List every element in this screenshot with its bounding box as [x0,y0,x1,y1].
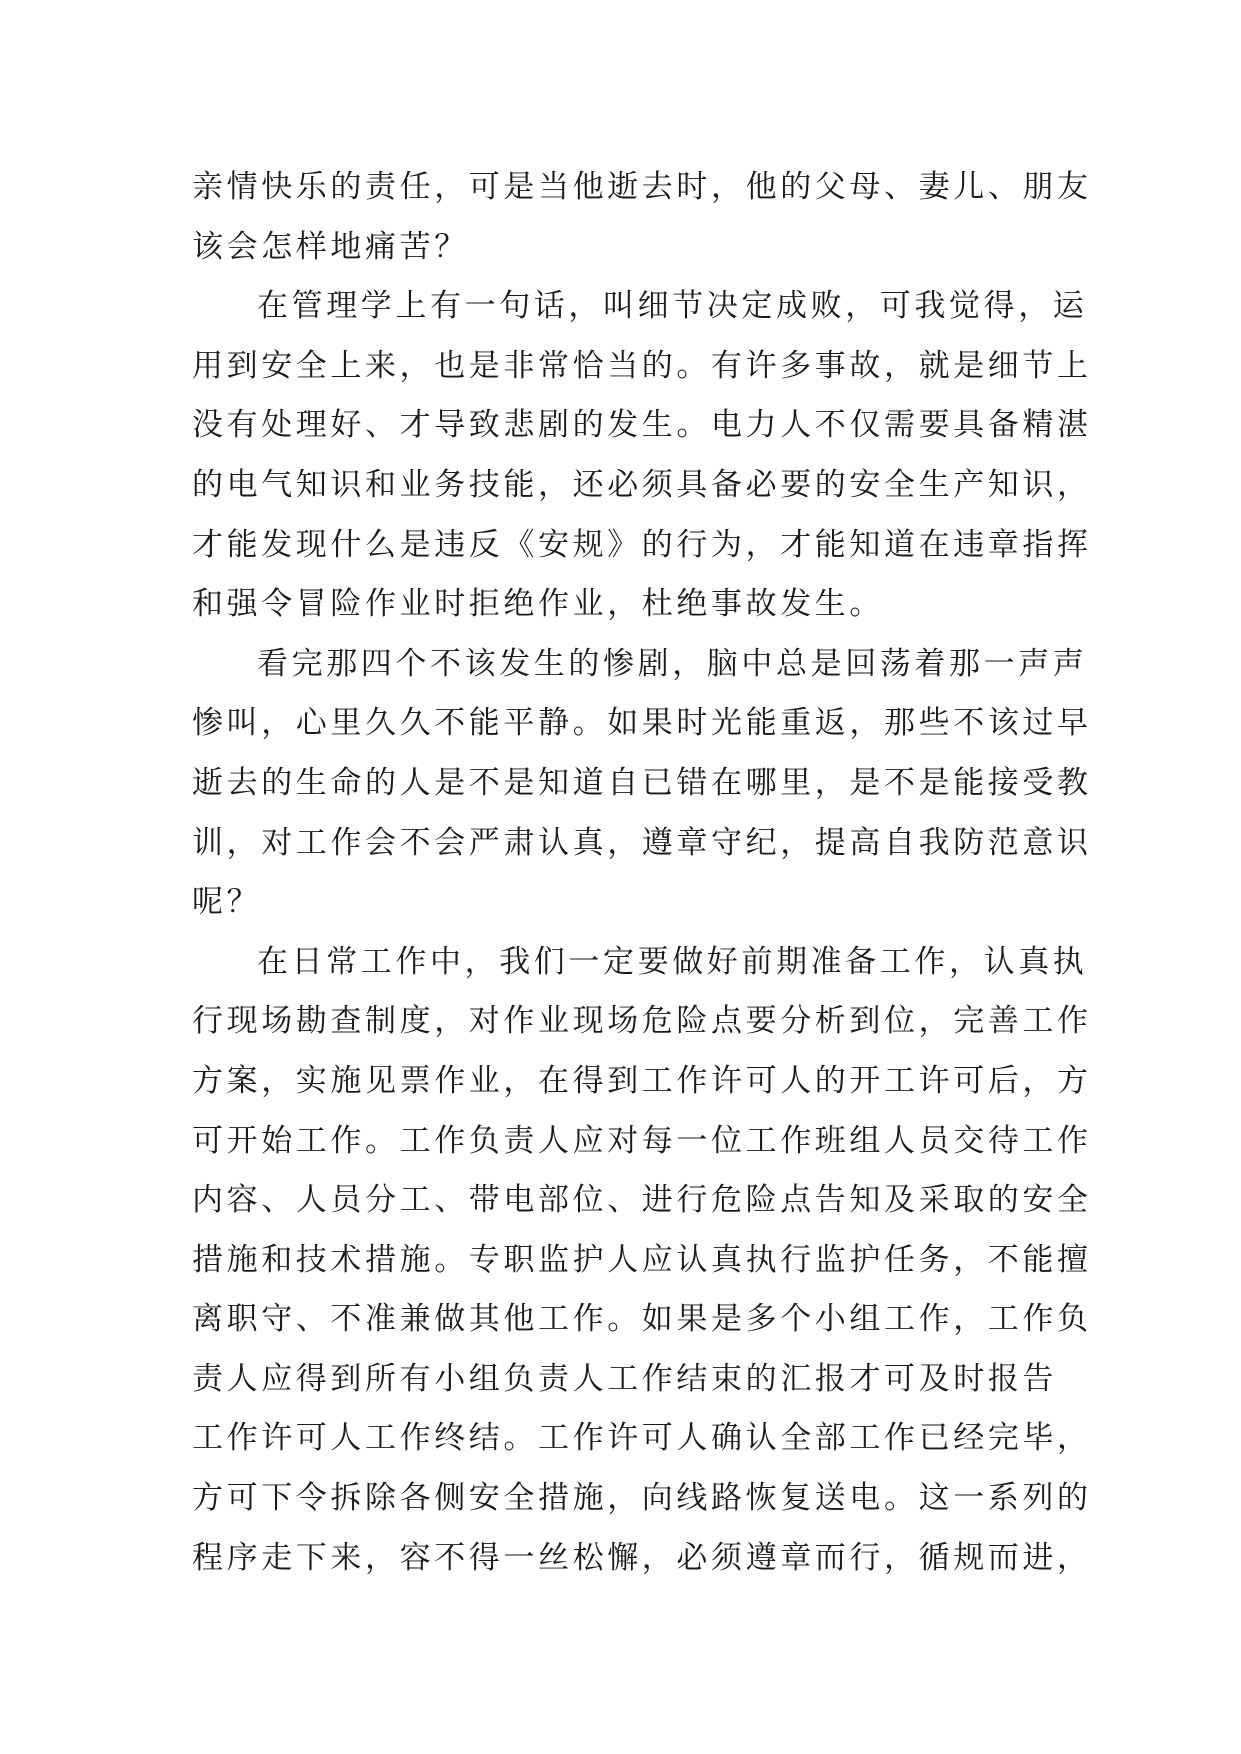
text-line: 没有处理好、才导致悲剧的发生。电力人不仅需要具备精湛 [192,407,1092,444]
text-line: 离职守、不准兼做其他工作。如果是多个小组工作，工作负 [192,1301,1092,1338]
text-line: 的电气知识和业务技能，还必须具备必要的安全生产知识， [192,466,1092,503]
text-line: 责人应得到所有小组负责人工作结束的汇报才可及时报告 [192,1360,1057,1397]
text-line: 方案，实施见票作业，在得到工作许可人的开工许可后，方 [192,1062,1092,1099]
text-line: 该会怎样地痛苦？ [192,228,469,265]
text-line: 才能发现什么是违反《安规》的行为，才能知道在违章指挥 [192,526,1092,563]
text-line: 内容、人员分工、带电部位、进行危险点告知及采取的安全 [192,1182,1092,1219]
paragraph-start-line: 在日常工作中，我们一定要做好前期准备工作，认真执 [257,943,1088,980]
paragraph-start-line: 看完那四个不该发生的惨剧，脑中总是回荡着那一声声 [257,645,1088,682]
text-line: 行现场勘查制度，对作业现场危险点要分析到位，完善工作 [192,1003,1092,1040]
text-line: 方可下令拆除各侧安全措施，向线路恢复送电。这一系列的 [192,1480,1092,1517]
text-line: 训，对工作会不会严肃认真，遵章守纪，提高自我防范意识 [192,824,1092,861]
text-line: 惨叫，心里久久不能平静。如果时光能重返，那些不该过早 [192,705,1092,742]
text-line: 用到安全上来，也是非常恰当的。有许多事故，就是细节上 [192,347,1092,384]
text-line: 亲情快乐的责任，可是当他逝去时，他的父母、妻儿、朋友 [192,169,1092,205]
text-line: 程序走下来，容不得一丝松懈，必须遵章而行，循规而进， [192,1539,1092,1576]
text-line: 逝去的生命的人是不是知道自已错在哪里，是不是能接受教 [192,764,1092,801]
text-line: 措施和技术措施。专职监护人应认真执行监护任务，不能擅 [192,1241,1092,1278]
paragraph-start-line: 在管理学上有一句话，叫细节决定成败，可我觉得，运 [257,288,1088,325]
text-line: 呢？ [192,884,262,921]
text-line: 工作许可人工作终结。工作许可人确认全部工作已经完毕， [192,1420,1092,1457]
text-line: 和强令冒险作业时拒绝作业，杜绝事故发生。 [192,586,884,623]
body-text [192,158,1092,1588]
text-line: 可开始工作。工作负责人应对每一位工作班组人员交待工作 [192,1122,1092,1159]
